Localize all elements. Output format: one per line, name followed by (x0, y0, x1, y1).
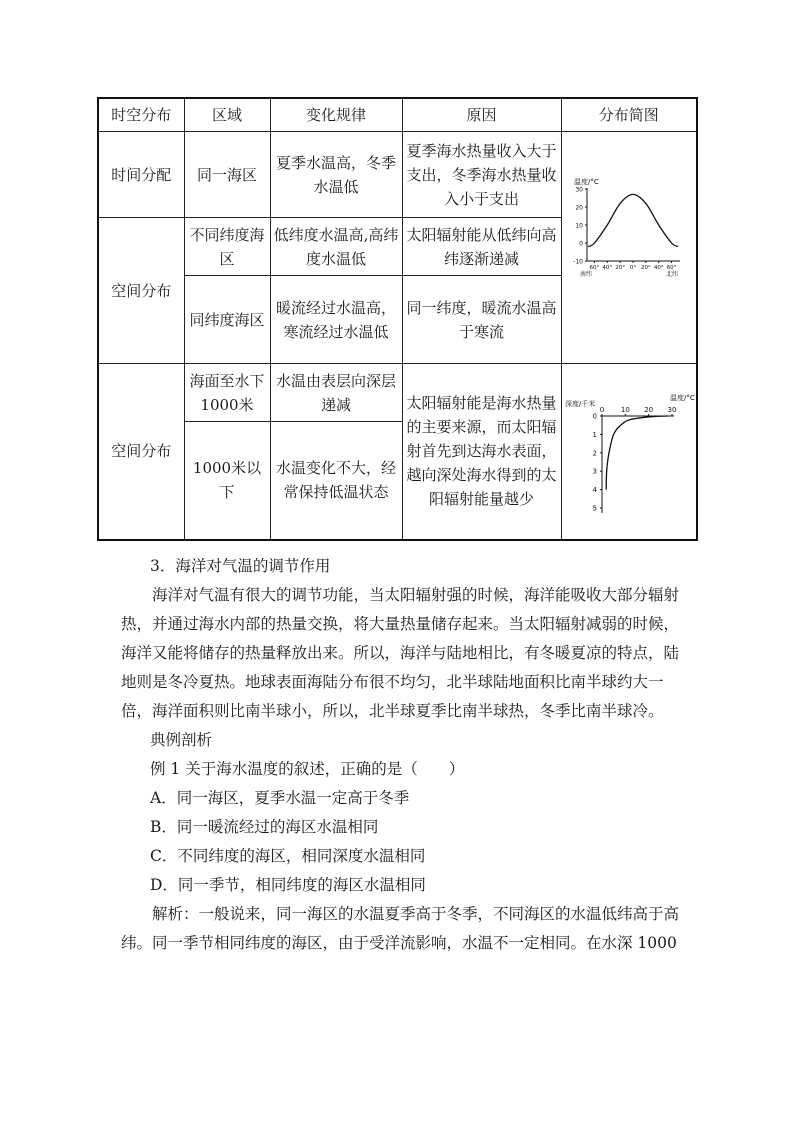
chart1-x-tick-label: 0° (629, 265, 636, 271)
chart2-y-tick-label: 3 (592, 467, 597, 476)
pattern-cell: 水温变化不大，经常保持低温状态 (270, 422, 402, 540)
chart2-y-tick-label: 2 (592, 449, 597, 458)
chart1-y-tick-label: 10 (574, 222, 583, 230)
chart1-y-tick-label: 20 (574, 204, 583, 212)
region-cell: 同纬度海区 (184, 276, 270, 364)
chart1-x-tick-label: 20° (614, 265, 625, 271)
header-cell: 分布简图 (561, 98, 697, 132)
reason-cell: 太阳辐射能是海水热量的主要来源，而太阳辐射首先到达海水表面，越向深处海水得到的太阳辐射能量越少 (402, 364, 561, 540)
option-b: B．同一暖流经过的海区水温相同 (150, 818, 379, 836)
chart1-south-label: 南纬 (579, 271, 592, 278)
pattern-cell: 暖流经过水温高，寒流经过水温低 (270, 276, 402, 364)
pattern-cell: 夏季水温高，冬季水温低 (270, 132, 402, 218)
pattern-cell: 低纬度水温高,高纬度水温低 (270, 218, 402, 276)
header-cell: 时空分布 (98, 98, 184, 132)
section-title: 3．海洋对气温的调节作用 (150, 557, 331, 575)
chart1-y-tick-label: 0 (578, 240, 583, 248)
chart2-y-tick-label: 1 (592, 430, 597, 439)
chart1-ylabel: 温度/°C (573, 178, 599, 186)
chart1-y-tick-label: -10 (572, 258, 583, 266)
section-body (121, 552, 681, 958)
chart1-x-tick-label: 60° (666, 265, 676, 271)
example-heading: 典例剖析 (150, 731, 213, 749)
reason-cell: 夏季海水热量收入大于支出，冬季海水热量收入小于支出 (402, 132, 561, 218)
header-cell: 原因 (402, 98, 561, 132)
category-cell: 时间分配 (98, 132, 184, 218)
header-cell: 区域 (184, 98, 270, 132)
latitude-chart-cell (561, 132, 697, 364)
chart1-y-tick-label: 30 (574, 186, 583, 194)
chart2-y-tick-label: 5 (592, 504, 597, 513)
depth-chart-cell (561, 364, 697, 540)
category-cell: 空间分布 (98, 364, 184, 540)
chart2-x-tick-label: 10 (620, 405, 630, 414)
chart1-x-tick-label: 40° (601, 265, 612, 271)
region-cell: 1000米以下 (184, 422, 270, 540)
header-cell: 变化规律 (270, 98, 402, 132)
region-cell: 同一海区 (184, 132, 270, 218)
depth-temperature-chart (562, 373, 698, 523)
reason-cell: 同一纬度，暖流水温高于寒流 (402, 276, 561, 364)
chart2-y-tick-label: 0 (592, 412, 597, 421)
chart1-x-tick-label: 60° (589, 265, 599, 271)
chart2-ylabel: 深度/千米 (564, 399, 595, 408)
chart1-x-tick-label: 40° (653, 265, 664, 271)
category-cell: 空间分布 (98, 218, 184, 364)
chart2-x-tick-label: 20 (643, 405, 653, 414)
chart2-temperature-curve (606, 416, 667, 490)
region-cell: 海面至水下1000米 (184, 364, 270, 422)
section-paragraph: 海洋对气温有很大的调节功能，当太阳辐射强的时候，海洋能吸收大部分辐射热，并通过海水内部的热量交换，将大量热量储存起来。当太阳辐射减弱的时候，海洋又能将储存的热量释放出来。所以，海洋与陆地相比，有冬暖夏凉的特点，陆地则是冬冷夏热。地球表面海陆分布很不均匀，北半球陆地面积比南半球约大一倍，海洋面积则比南半球小，所以，北半球夏季比南半球热，冬季比南半球冷。 (121, 586, 680, 720)
reason-cell: 太阳辐射能从低纬向高纬逐渐递减 (402, 218, 561, 276)
chart2-x-tick-label: 0 (599, 405, 604, 414)
chart1-temperature-curve (588, 194, 678, 246)
option-c: C．不同纬度的海区，相同深度水温相同 (150, 847, 426, 865)
option-d: D．同一季节，相同纬度的海区水温相同 (150, 876, 426, 894)
table-row (98, 364, 697, 422)
chart2-xlabel: 温度/°C (669, 393, 695, 402)
option-a: A．同一海区，夏季水温一定高于冬季 (150, 789, 410, 807)
ocean-temperature-table (97, 97, 698, 541)
table-header-row (98, 98, 697, 132)
chart2-x-tick-label: 30 (667, 405, 676, 414)
chart1-north-label: 北纬 (665, 271, 678, 278)
region-cell: 不同纬度海区 (184, 218, 270, 276)
example-question: 例 1 关于海水温度的叙述，正确的是（ ） (150, 760, 465, 778)
latitude-temperature-chart (562, 174, 698, 314)
pattern-cell: 水温由表层向深层递减 (270, 364, 402, 422)
table-row (98, 132, 697, 218)
analysis-paragraph: 解析：一般说来，同一海区的水温夏季高于冬季，不同海区的水温低纬高于高纬。同一季节相同纬度的海区，由于受洋流影响，水温不一定相同。在水深 1000 (121, 905, 680, 952)
chart2-y-tick-label: 4 (592, 485, 597, 494)
chart1-x-tick-label: 20° (640, 265, 651, 271)
